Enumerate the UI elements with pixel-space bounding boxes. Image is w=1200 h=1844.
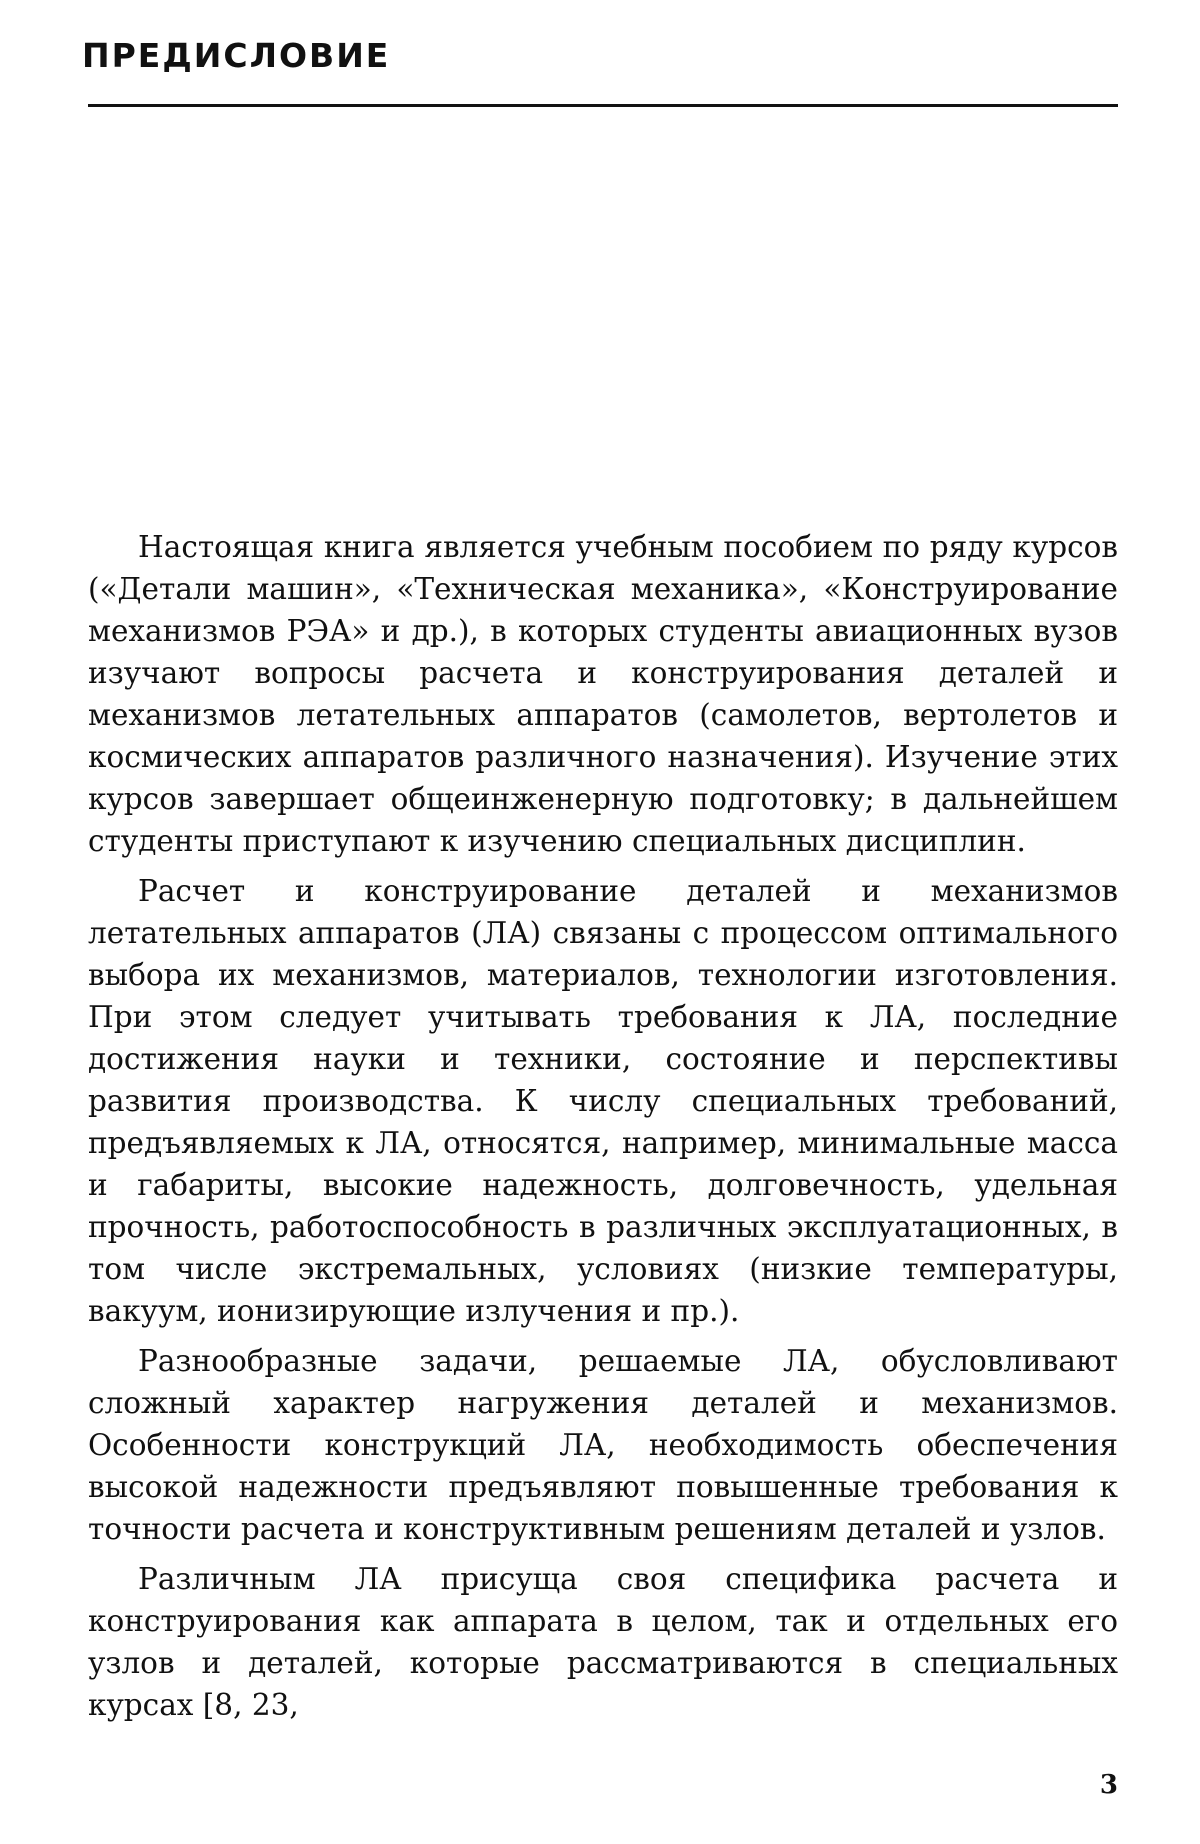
paragraph-2: Расчет и конструирование деталей и механизмов летательных аппаратов (ЛА) связаны с процессом оптимального выбора их механизмов, материалов, технологии изготовления. При этом следует учитывать требования к ЛА, последние достижения науки и техники, состояние и перспективы развития производства. К числу специальных требований, предъявляемых к ЛА, относятся, например, минимальные масса и габариты, высокие надежность, долговечность, удельная прочность, работоспособность в различных эксплуатационных, в том числе экстремальных, условиях (низкие температуры, вакуум, ионизирующие излучения и пр.). [88, 874, 1118, 1328]
body-text [88, 526, 1118, 1734]
page-number: 3 [1099, 1770, 1118, 1800]
chapter-title: ПРЕДИСЛОВИЕ [82, 36, 391, 75]
paragraph-1: Настоящая книга является учебным пособием по ряду курсов («Детали машин», «Техническая механика», «Конструирование механизмов РЭА» и др.), в которых студенты авиационных вузов изучают вопросы расчета и конструирования деталей и механизмов летательных аппаратов (самолетов, вертолетов и космических аппаратов различного назначения). Изучение этих курсов завершает общеинженерную подготовку; в дальнейшем студенты приступают к изучению специальных дисциплин. [88, 530, 1118, 858]
heading-rule [88, 104, 1118, 107]
paragraph-3: Разнообразные задачи, решаемые ЛА, обусловливают сложный характер нагружения деталей и механизмов. Особенности конструкций ЛА, необходимость обеспечения высокой надежности предъявляют повышенные требования к точности расчета и конструктивным решениям деталей и узлов. [88, 1344, 1118, 1546]
paragraph-4: Различным ЛА присуща своя специфика расчета и конструирования как аппарата в целом, так и отдельных его узлов и деталей, которые рассматриваются в специальных курсах [8, 23, [88, 1562, 1118, 1722]
